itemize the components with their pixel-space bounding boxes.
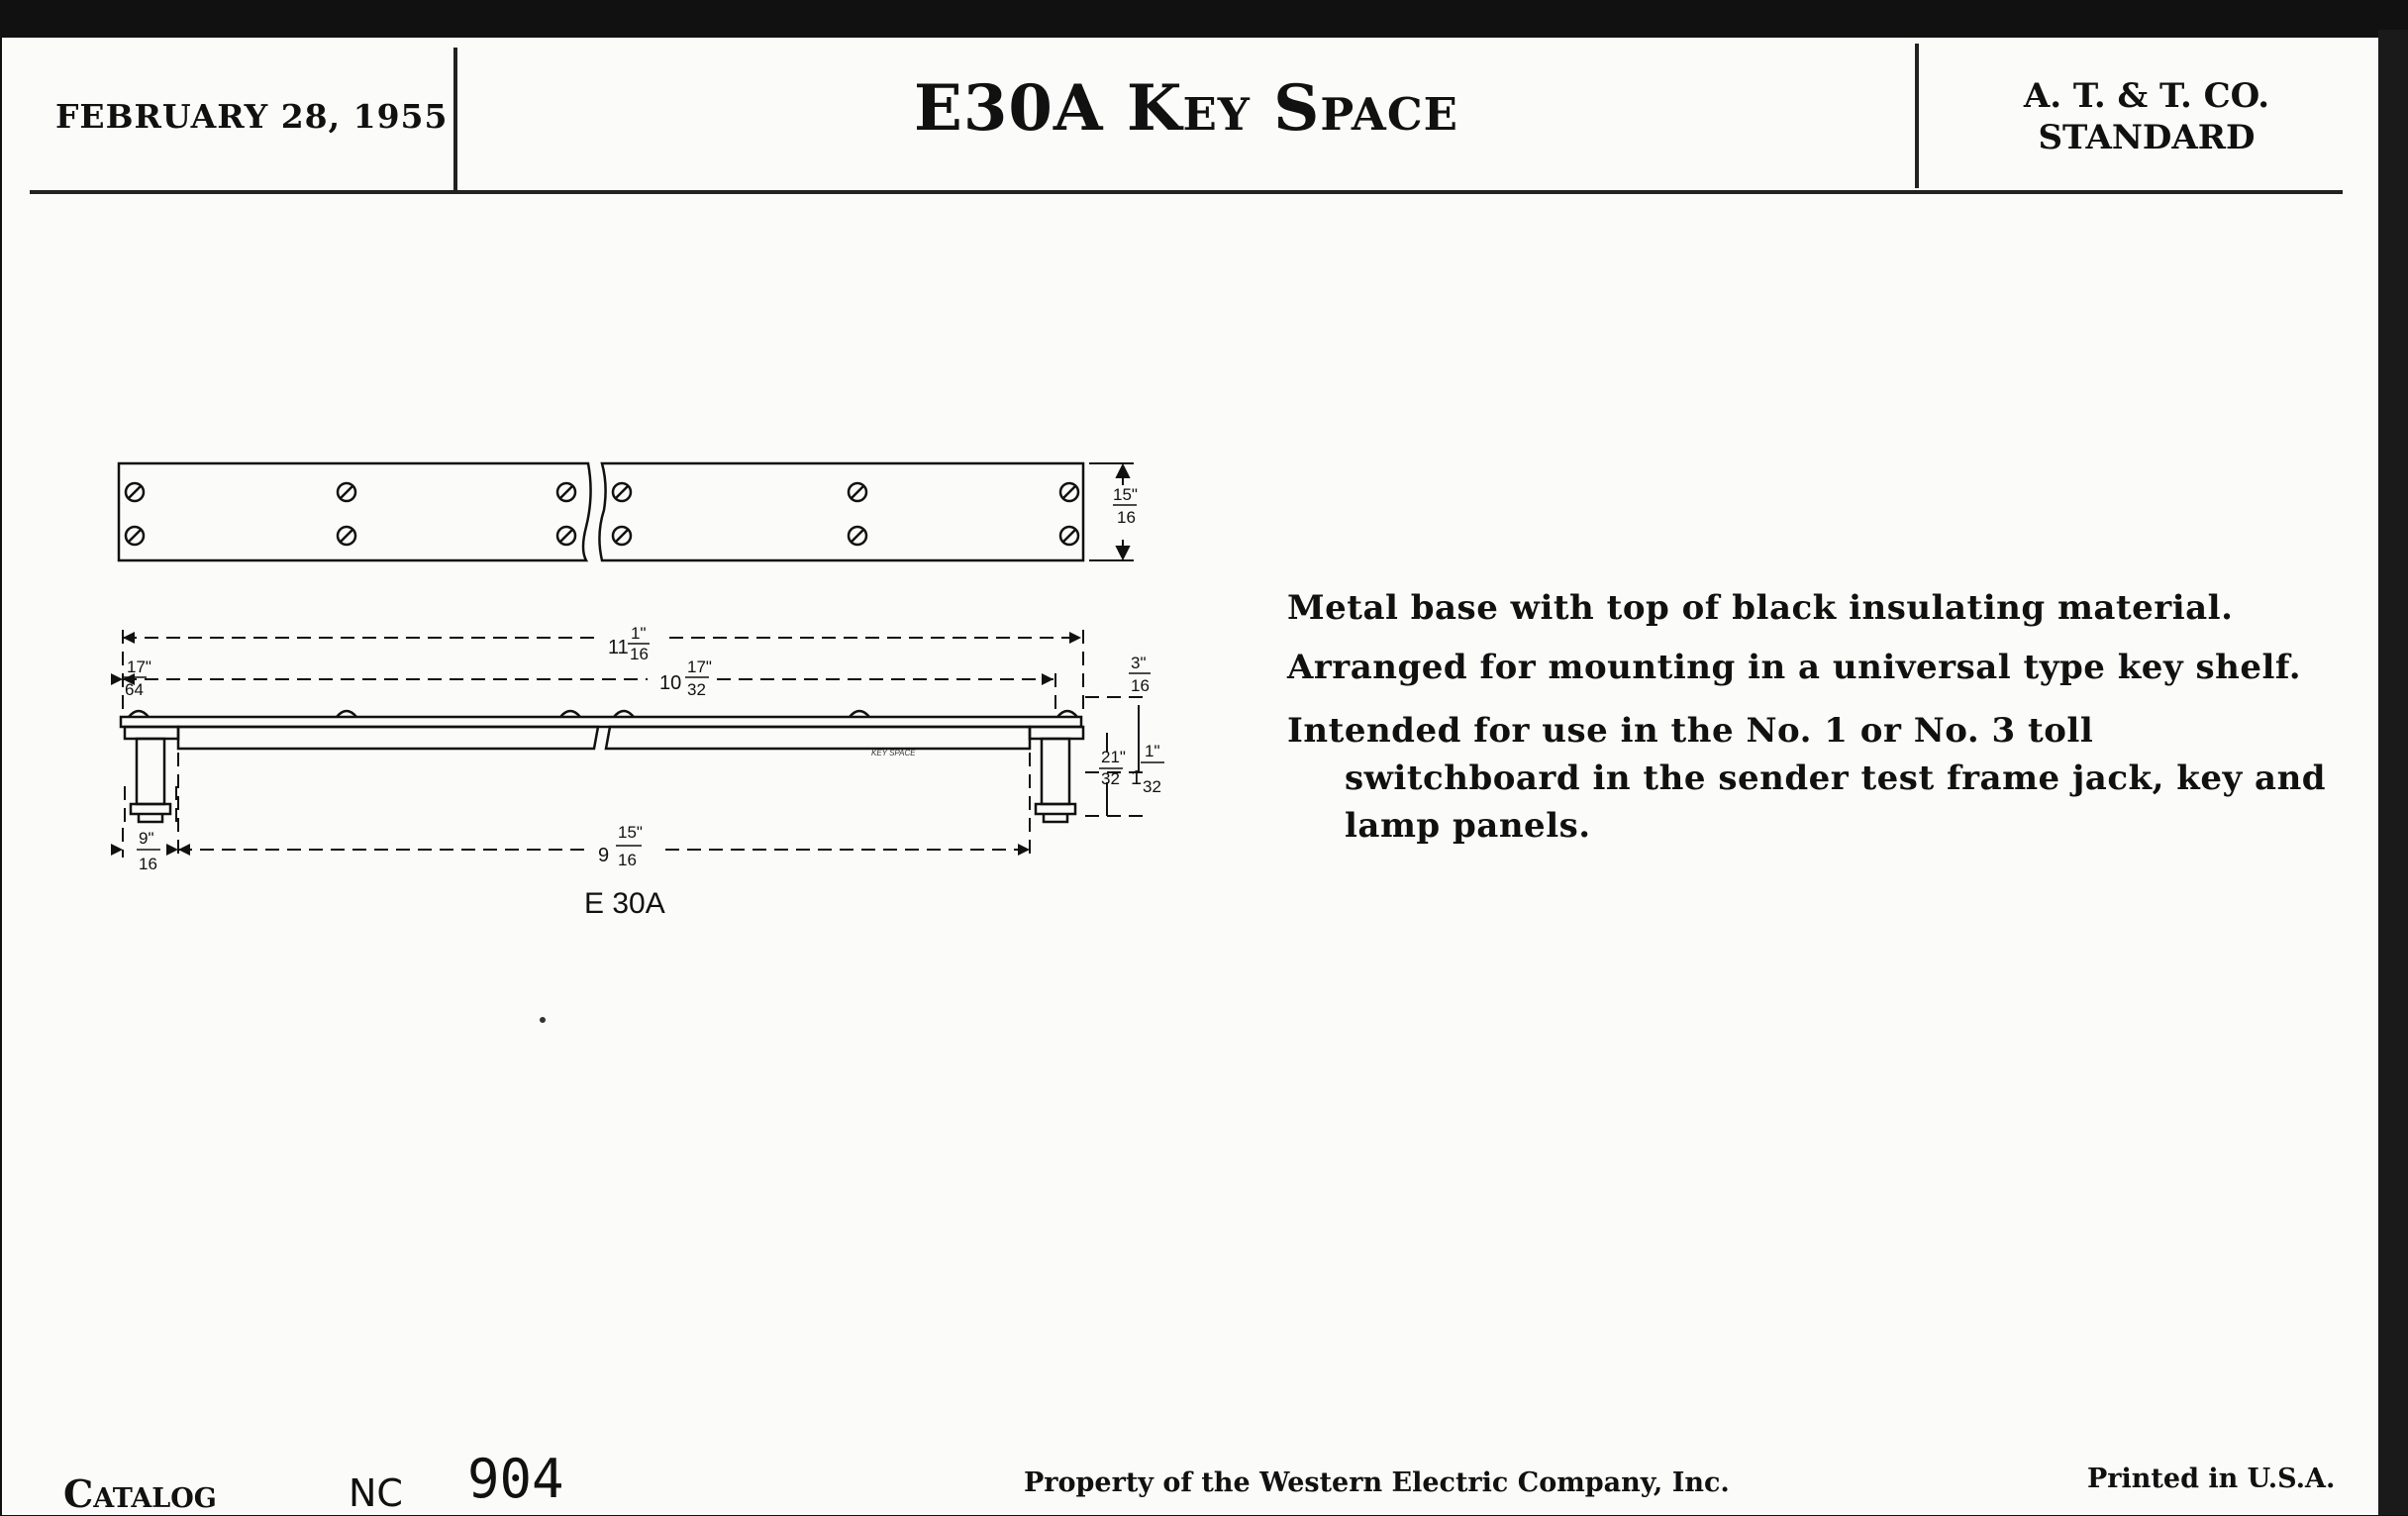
side-view: [121, 711, 1083, 822]
dim-left-offset: 17": [127, 657, 151, 676]
footer-no: NC: [349, 1471, 403, 1515]
page-title: E30A Key Space: [914, 71, 1458, 146]
svg-text:32: 32: [1101, 769, 1120, 788]
dim-overall-length: 11: [608, 637, 629, 658]
description: [1287, 588, 2327, 869]
dim-foot-span: 9: [598, 845, 610, 866]
standard-line-1: A. T. & T. CO.: [2023, 76, 2270, 116]
dim-top-height-label: 15": [1113, 485, 1138, 504]
scan-speck: [540, 1017, 546, 1023]
svg-text:15": 15": [618, 823, 643, 842]
svg-text:16: 16: [1131, 676, 1150, 695]
footer-number: 904: [467, 1448, 564, 1510]
description-line-3: Intended for use in the No. 1 or No. 3 toll switchboard in the sender test frame jack, key and lamp panels.: [1287, 711, 2327, 846]
dim-foot-width: 9": [139, 829, 154, 848]
dim-right-height-a: 21": [1101, 748, 1126, 766]
dim-right-top: 3": [1131, 654, 1147, 672]
footer-printed: Printed in U.S.A.: [2087, 1464, 2336, 1494]
footer-property: Property of the Western Electric Company, Inc.: [1024, 1467, 1730, 1498]
svg-text:16: 16: [618, 851, 637, 869]
top-plate-left: [119, 463, 591, 560]
drawing-label: E 30A: [584, 887, 665, 920]
description-line-2: Arranged for mounting in a universal type key shelf.: [1287, 648, 2302, 687]
dim-inner-length: 10: [659, 672, 682, 694]
svg-text:16: 16: [630, 645, 649, 663]
standard-line-2: STANDARD: [2038, 118, 2256, 157]
svg-text:1": 1": [1145, 742, 1160, 760]
svg-text:1": 1": [631, 624, 647, 643]
svg-text:16: 16: [1117, 508, 1136, 527]
svg-text:32: 32: [1143, 777, 1161, 796]
header-date: FEBRUARY 28, 1955: [55, 97, 449, 136]
dim-right-height-b: 1: [1131, 767, 1143, 789]
svg-text:64: 64: [125, 680, 144, 699]
footer-catalog: Catalog: [63, 1471, 217, 1516]
top-plate-right: [599, 463, 1083, 560]
description-line-1: Metal base with top of black insulating material.: [1287, 588, 2234, 628]
part-text: KEY SPACE: [871, 749, 916, 758]
svg-text:16: 16: [139, 855, 157, 873]
svg-text:32: 32: [687, 680, 706, 699]
svg-text:17": 17": [687, 657, 712, 676]
